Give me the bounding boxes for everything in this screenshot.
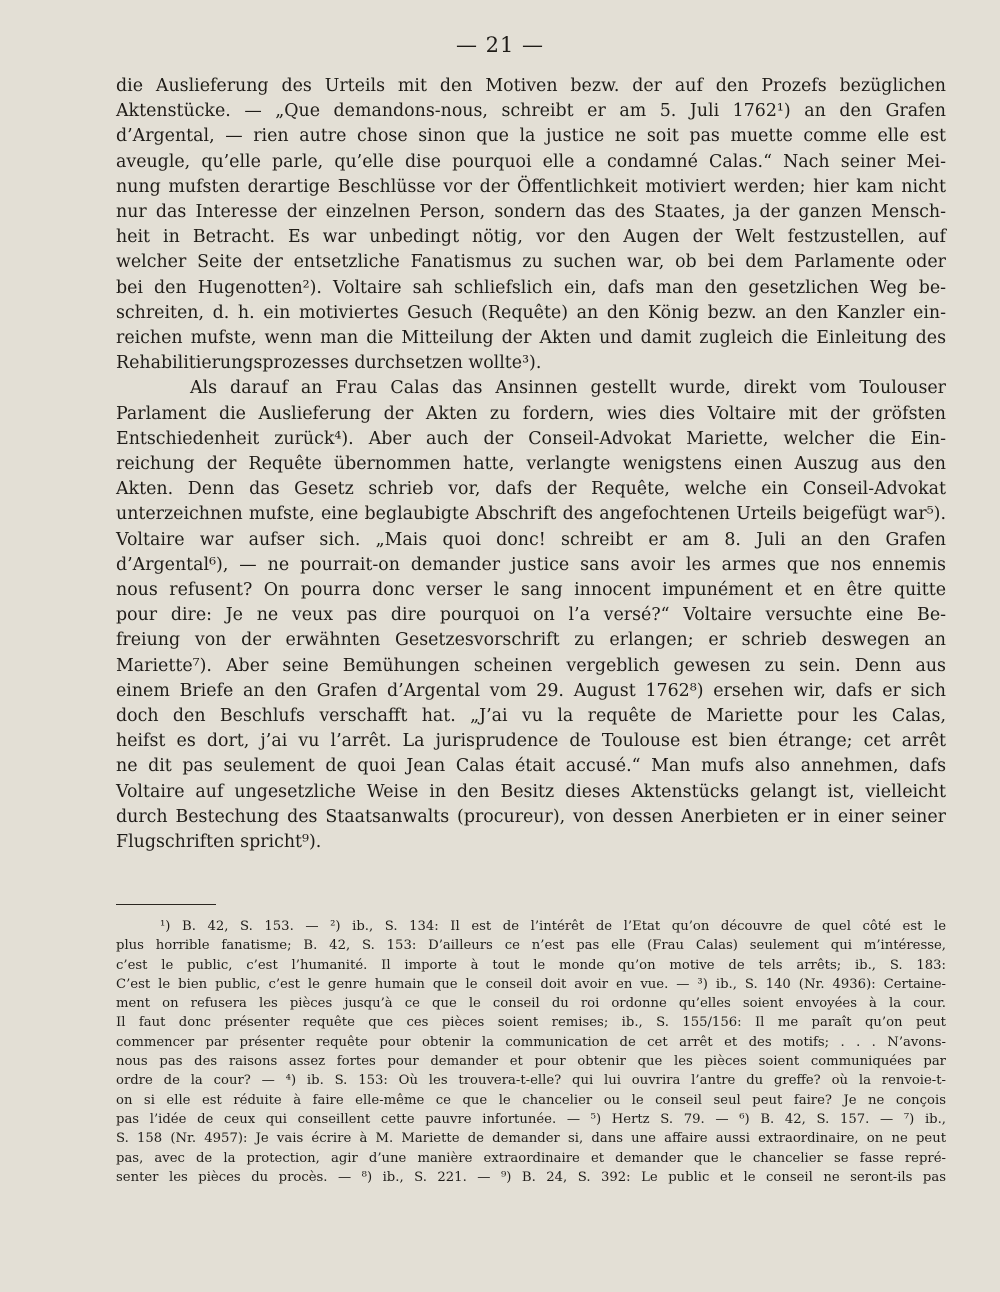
body-line: doch den Beschlufs verschafft hat. „J’ai vu la requête de Mariette pour les Calas, xyxy=(116,706,946,727)
body-line: nung mufsten derartige Beschlüsse vor der Öffentlichkeit motiviert werden; hier kam nicht xyxy=(116,176,946,197)
footnote-line: senter les pièces du procès. — ⁸) ib., S. 221. — ⁹) B. 24, S. 392: Le public et le conseil ne seront-ils pas xyxy=(116,1169,946,1185)
body-line: bei den Hugenotten²). Voltaire sah schliefslich ein, dafs man den gesetzlichen Weg be- xyxy=(116,277,946,298)
footnote-line: pas, avec de la protection, agir d’une manière extraordinaire et demander que le chancelier se fasse repré- xyxy=(116,1150,946,1166)
footnote-line: c’est le public, c’est l’humanité. Il importe à tout le monde qu’on motive de tels arrêts; ib., S. 183: xyxy=(116,957,946,973)
body-line: d’Argental, — rien autre chose sinon que la justice ne soit pas muette comme elle est xyxy=(116,126,946,147)
body-line: die Auslieferung des Urteils mit den Motiven bezw. der auf den Prozefs bezüglichen xyxy=(116,76,946,96)
body-line: freiung von der erwähnten Gesetzesvorschrift zu erlangen; er schrieb deswegen an xyxy=(116,630,946,651)
body-line: d’Argental⁶), — ne pourrait-on demander justice sans avoir les armes que nos ennemis xyxy=(116,554,946,575)
footnote-line: plus horrible fanatisme; B. 42, S. 153: D’ailleurs ce n’est pas elle (Frau Calas) seulement qui m’intéresse, xyxy=(116,938,946,954)
footnote-divider xyxy=(116,904,216,905)
body-line: reichung der Requête übernommen hatte, verlangte wenigstens einen Auszug aus den xyxy=(116,454,946,475)
body-line: heit in Betracht. Es war unbedingt nötig, vor den Augen der Welt festzustellen, auf xyxy=(116,227,946,248)
body-line: Mariette⁷). Aber seine Bemühungen scheinen vergeblich gewesen zu sein. Denn aus xyxy=(116,655,946,676)
footnote-line: commencer par présenter requête pour obtenir la communication de cet arrêt et des motifs; . . . N’avons- xyxy=(116,1034,946,1050)
body-line: durch Bestechung des Staatsanwalts (procureur), von dessen Anerbieten er in einer seiner xyxy=(116,806,946,827)
body-line: welcher Seite der entsetzliche Fanatismus zu suchen war, ob bei dem Parlamente oder xyxy=(116,252,946,273)
footnotes xyxy=(116,917,946,1187)
body-line: nur das Interesse der einzelnen Person, sondern das des Staates, ja der ganzen Mensch- xyxy=(116,202,946,223)
footnote-line: nous pas des raisons assez fortes pour demander et pour obtenir que les pièces soient communiquées par xyxy=(116,1054,946,1070)
body-line: Entschiedenheit zurück⁴). Aber auch der Conseil-Advokat Mariette, welcher die Ein- xyxy=(116,428,946,449)
body-line: Aktenstücke. — „Que demandons-nous, schreibt er am 5. Juli 1762¹) an den Grafen xyxy=(116,101,946,122)
footnote-line: pas l’idée de ceux qui conseillent cette pauvre infortunée. — ⁵) Hertz S. 79. — ⁶) B. 42, S. 157. — ⁷) ib., xyxy=(116,1111,946,1127)
footnote-line: ment on refusera les pièces jusqu’à ce que le conseil du roi ordonne qu’elles soient envoyées à la cour. xyxy=(116,996,946,1012)
footnote-line: Il faut donc présenter requête que ces pièces soient remises; ib., S. 155/156: Il me paraît qu’on peut xyxy=(116,1015,946,1031)
body-line: aveugle, qu’elle parle, qu’elle dise pourquoi elle a condamné Calas.“ Nach seiner Mei- xyxy=(116,151,946,172)
body-line: Voltaire war aufser sich. „Mais quoi donc! schreibt er am 8. Juli an den Grafen xyxy=(116,529,946,550)
footnote-line: ordre de la cour? — ⁴) ib. S. 153: Où les trouvera-t-elle? qui lui ouvrira l’antre du greffe? où la renvoie-t- xyxy=(116,1073,946,1089)
body-line: schreiten, d. h. ein motiviertes Gesuch (Requête) an den König bezw. an den Kanzler ein- xyxy=(116,302,946,323)
body-line-paragraph-end: Rehabilitierungsprozesses durchsetzen wollte³). xyxy=(116,353,542,374)
body-line: einem Briefe an den Grafen d’Argental vom 29. August 1762⁸) ersehen wir, dafs er sich xyxy=(116,680,946,701)
body-line: pour dire: Je ne veux pas dire pourquoi on l’a versé?“ Voltaire versuchte eine Be- xyxy=(116,605,946,626)
body-line: reichen mufste, wenn man die Mitteilung der Akten und damit zugleich die Einleitung des xyxy=(116,328,946,349)
page-number: — 21 — xyxy=(455,33,545,57)
body-line: heifst es dort, j’ai vu l’arrêt. La jurisprudence de Toulouse est bien étrange; cet arrêt xyxy=(116,731,946,752)
body-text xyxy=(116,74,946,855)
body-line: Voltaire auf ungesetzliche Weise in den Besitz dieses Aktenstücks gelangt ist, vielleicht xyxy=(116,781,946,802)
footnote-line: S. 158 (Nr. 4957): Je vais écrire à M. Mariette de demander si, dans une affaire aussi extraordinaire, on ne peut xyxy=(116,1131,946,1147)
body-line-paragraph-end: Flugschriften spricht⁹). xyxy=(116,832,322,853)
body-line: nous refusent? On pourra donc verser le sang innocent impunément et en être quitte xyxy=(116,580,946,601)
body-line: unterzeichnen mufste, eine beglaubigte Abschrift des angefochtenen Urteils beigefügt war⁵). xyxy=(116,504,946,525)
body-line: ne dit pas seulement de quoi Jean Calas était accusé.“ Man mufs also annehmen, dafs xyxy=(116,756,946,777)
footnote-line: on si elle est réduite à faire elle-même ce que le chancelier ou le conseil seul peut faire? Je ne conçois xyxy=(116,1092,946,1108)
body-line-paragraph-start: Als darauf an Frau Calas das Ansinnen gestellt wurde, direkt vom Toulouser xyxy=(190,378,946,399)
body-line: Akten. Denn das Gesetz schrieb vor, dafs der Requête, welche ein Conseil-Advokat xyxy=(116,479,946,500)
footnote-line: ¹) B. 42, S. 153. — ²) ib., S. 134: Il est de l’intérêt de l’Etat qu’on découvre de quel côté est le xyxy=(160,919,946,934)
footnote-line: C’est le bien public, c’est le genre humain que le conseil doit avoir en vue. — ³) ib., S. 140 (Nr. 4936): Certaine- xyxy=(116,976,946,992)
body-line: Parlament die Auslieferung der Akten zu fordern, wies dies Voltaire mit der gröfsten xyxy=(116,403,946,424)
